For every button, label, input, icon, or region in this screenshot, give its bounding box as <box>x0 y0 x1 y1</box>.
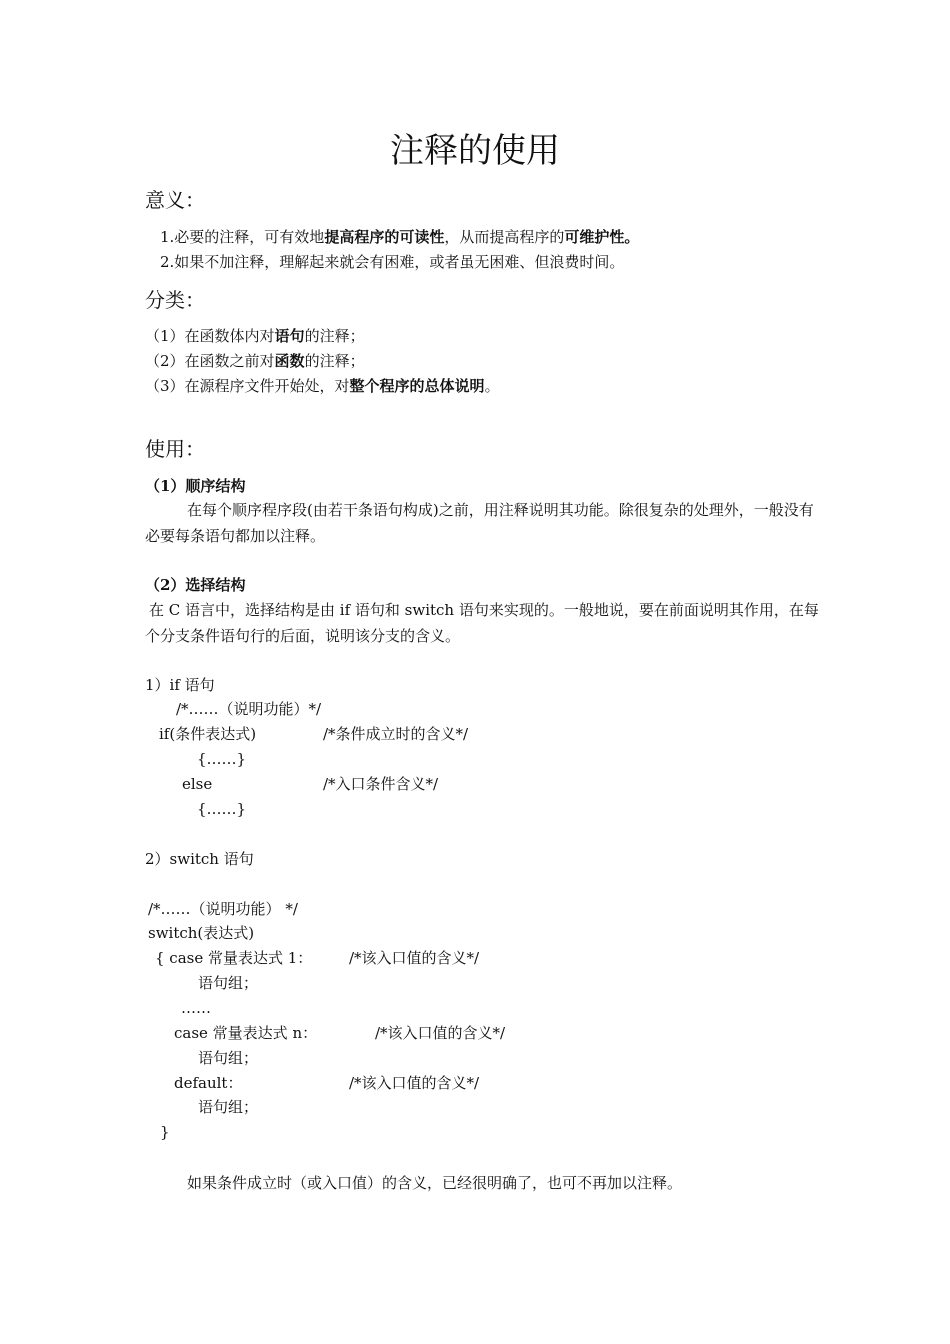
switch-line-ellipsis: …… <box>181 999 211 1017</box>
subheading-sequential: （1）顺序结构 <box>145 477 246 495</box>
switch-line-case-1: { case 常量表达式 1： <box>155 949 313 967</box>
heading-category: 分类： <box>145 288 205 312</box>
switch-line-case-n: case 常量表达式 n： <box>174 1024 318 1042</box>
switch-line-comment: /*……（说明功能） */ <box>148 900 298 918</box>
if-line-condition-comment: /*条件成立时的含义*/ <box>323 725 469 743</box>
category-item-1-part-a: （1）在函数体内对 <box>145 327 275 345</box>
meaning-item-1-part-c: ，从而提高程序的 <box>444 228 565 246</box>
switch-line-group-default: 语句组； <box>198 1098 259 1116</box>
closing-note: 如果条件成立时（或入口值）的含义，已经很明确了，也可不再加以注释。 <box>187 1174 683 1192</box>
if-line-else: else <box>182 775 213 793</box>
switch-line-group-n: 语句组； <box>198 1049 259 1067</box>
if-line-comment: /*……（说明功能）*/ <box>176 700 322 718</box>
if-label: 1）if 语句 <box>145 676 215 694</box>
switch-line-default-comment: /*该入口值的含义*/ <box>349 1074 480 1092</box>
category-item-1 <box>145 326 365 346</box>
category-item-3 <box>145 376 500 396</box>
switch-line-case-n-comment: /*该入口值的含义*/ <box>375 1024 506 1042</box>
switch-label: 2）switch 语句 <box>145 850 254 868</box>
meaning-item-1 <box>160 227 639 247</box>
sequential-paragraph: 在每个顺序程序段(由若干条语句构成)之前，用注释说明其功能。除很复杂的处理外，一般没有必要每条语句都加以注释。 <box>145 501 814 545</box>
if-line-body-1: {……} <box>197 750 247 768</box>
heading-usage: 使用： <box>145 437 205 461</box>
switch-line-close-brace: } <box>160 1123 170 1141</box>
meaning-item-1-bold-readability: 提高程序的可读性 <box>324 228 445 246</box>
category-item-1-bold: 语句 <box>274 327 305 345</box>
category-item-1-part-c: 的注释； <box>304 327 365 345</box>
meaning-item-2: 2.如果不加注释，理解起来就会有困难，或者虽无困难、但浪费时间。 <box>160 253 625 271</box>
category-item-2 <box>145 351 365 371</box>
if-line-body-2: {……} <box>197 800 247 818</box>
category-item-2-part-c: 的注释； <box>304 352 365 370</box>
category-item-3-part-c: 。 <box>484 377 500 395</box>
switch-line-default: default： <box>174 1074 243 1092</box>
category-item-2-part-a: （2）在函数之前对 <box>145 352 275 370</box>
selection-paragraph: 在 C 语言中，选择结构是由 if 语句和 switch 语句来实现的。一般地说，要在前面说明其作用，在每个分支条件语句行的后面，说明该分支的含义。 <box>145 601 819 645</box>
switch-line-group-1: 语句组； <box>198 974 259 992</box>
subheading-selection: （2）选择结构 <box>145 576 246 594</box>
page-title: 注释的使用 <box>390 131 560 171</box>
category-item-3-part-a: （3）在源程序文件开始处，对 <box>145 377 350 395</box>
if-line-condition: if(条件表达式) <box>159 725 257 743</box>
category-item-3-bold: 整个程序的总体说明 <box>349 377 485 395</box>
meaning-item-1-part-a: 1.必要的注释，可有效地 <box>160 228 325 246</box>
category-item-2-bold: 函数 <box>274 352 305 370</box>
switch-line-header: switch(表达式) <box>148 924 255 942</box>
if-line-else-comment: /*入口条件含义*/ <box>323 775 439 793</box>
meaning-item-1-bold-maintainability: 可维护性。 <box>564 228 640 246</box>
switch-line-case-1-comment: /*该入口值的含义*/ <box>349 949 480 967</box>
heading-meaning: 意义： <box>145 188 205 212</box>
